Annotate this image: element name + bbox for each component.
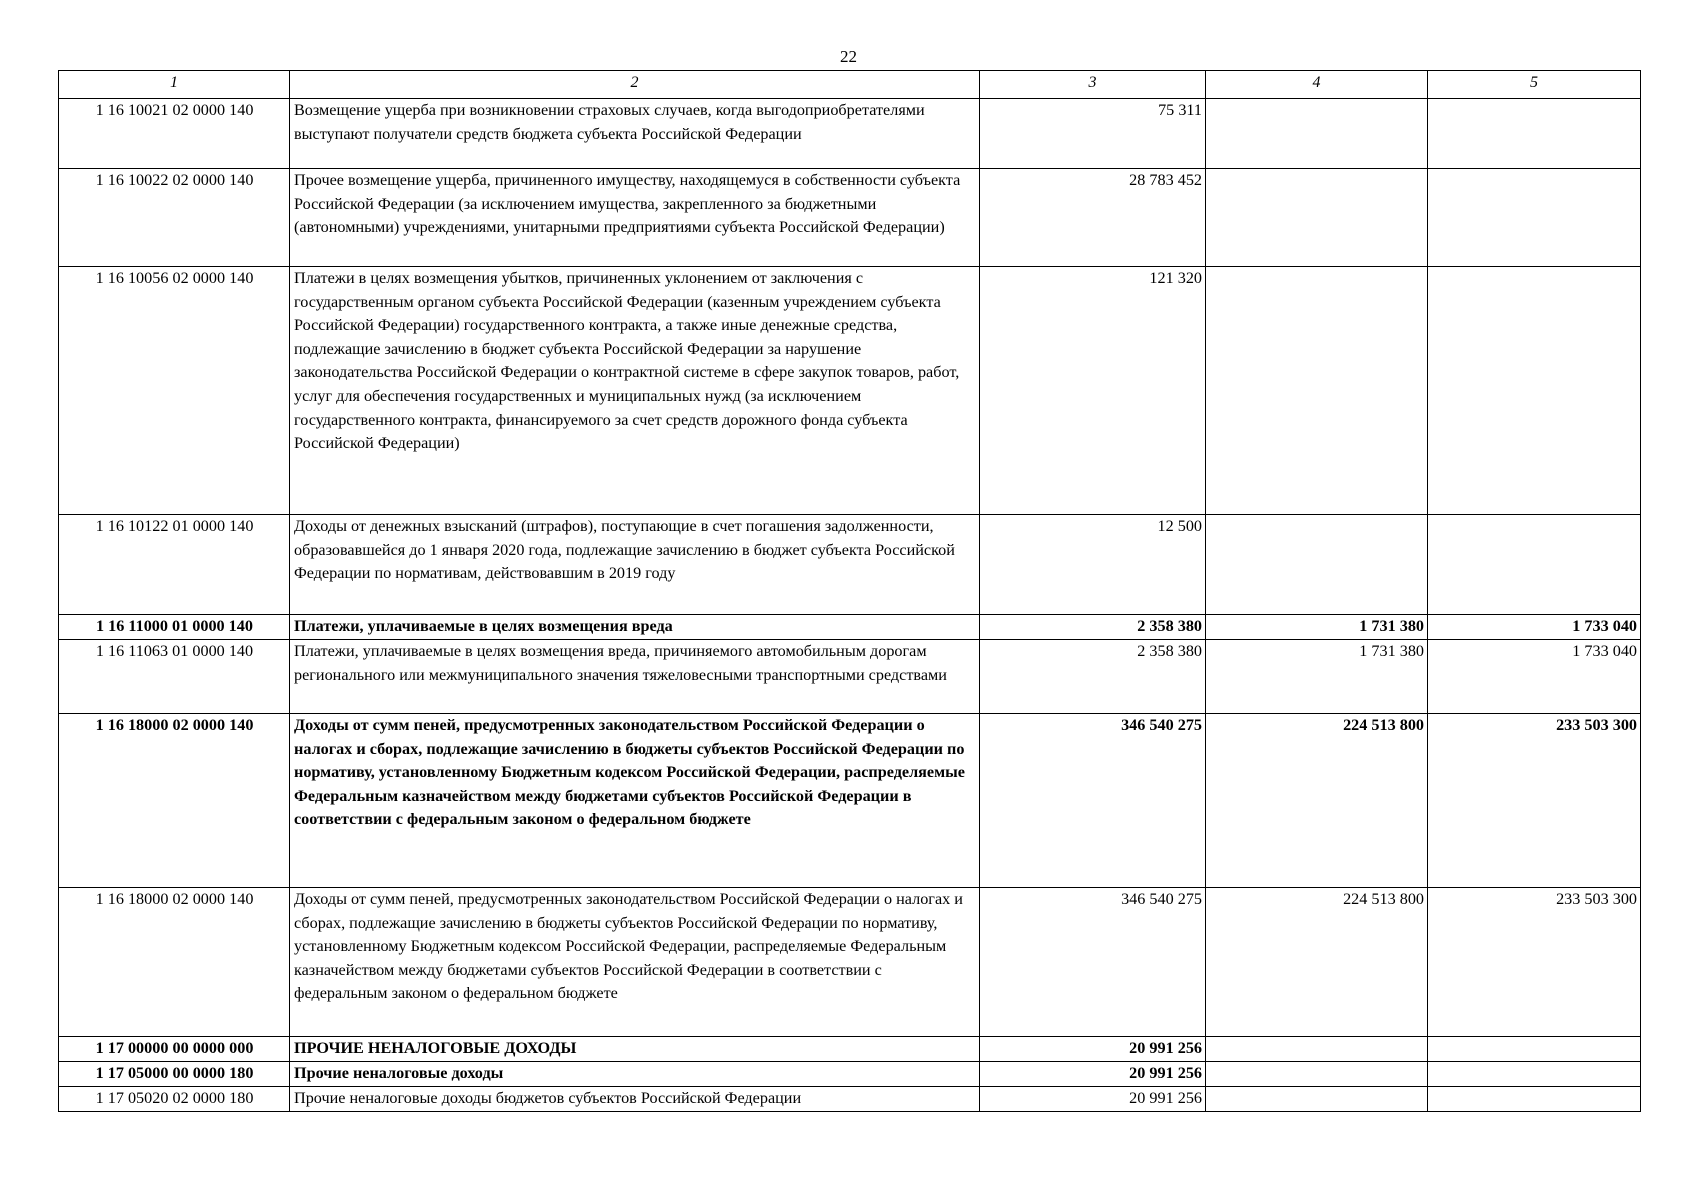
row-value-5 — [1428, 267, 1641, 515]
row-value-5 — [1428, 99, 1641, 169]
column-header-1: 1 — [59, 71, 290, 99]
row-value-5 — [1428, 1087, 1641, 1112]
row-value-4 — [1206, 1062, 1428, 1087]
column-header-4: 4 — [1206, 71, 1428, 99]
row-value-5 — [1428, 169, 1641, 267]
table-row — [59, 169, 1641, 267]
row-value-4 — [1206, 515, 1428, 615]
row-value-4: 224 513 800 — [1206, 888, 1428, 1037]
row-code: 1 16 10022 02 0000 140 — [59, 169, 290, 267]
row-value-4: 1 731 380 — [1206, 615, 1428, 640]
row-code: 1 16 18000 02 0000 140 — [59, 714, 290, 888]
page-number: 22 — [840, 47, 857, 66]
column-header-5: 5 — [1428, 71, 1641, 99]
column-header-2: 2 — [290, 71, 980, 99]
row-value-3: 2 358 380 — [980, 615, 1206, 640]
row-value-4: 1 731 380 — [1206, 640, 1428, 714]
row-value-5 — [1428, 515, 1641, 615]
row-code: 1 16 11000 01 0000 140 — [59, 615, 290, 640]
row-code: 1 17 00000 00 0000 000 — [59, 1037, 290, 1062]
budget-revenue-table — [58, 70, 1641, 1112]
table-row — [59, 1062, 1641, 1087]
row-description: Доходы от сумм пеней, предусмотренных законодательством Российской Федерации о налогах и сборах, подлежащие зачислению в бюджеты субъектов Российской Федерации по нормативу, установленному Бюджетным кодексом Российской Федерации, распределяемые Федеральным казначейством между бюджетами субъектов Российской Федерации в соответствии с федеральным законом о федеральном бюджете — [290, 714, 980, 888]
row-value-4 — [1206, 267, 1428, 515]
table-row — [59, 714, 1641, 888]
row-description: Платежи, уплачиваемые в целях возмещения вреда — [290, 615, 980, 640]
row-description: Возмещение ущерба при возникновении страховых случаев, когда выгодоприобретателями выступают получатели средств бюджета субъекта Российской Федерации — [290, 99, 980, 169]
row-code: 1 16 10122 01 0000 140 — [59, 515, 290, 615]
row-value-3: 2 358 380 — [980, 640, 1206, 714]
row-value-5 — [1428, 1037, 1641, 1062]
table-row — [59, 1087, 1641, 1112]
row-value-3: 20 991 256 — [980, 1087, 1206, 1112]
row-description: Прочие неналоговые доходы бюджетов субъектов Российской Федерации — [290, 1087, 980, 1112]
table-row — [59, 1037, 1641, 1062]
row-value-3: 12 500 — [980, 515, 1206, 615]
row-code: 1 16 10021 02 0000 140 — [59, 99, 290, 169]
row-value-3: 75 311 — [980, 99, 1206, 169]
row-code: 1 16 11063 01 0000 140 — [59, 640, 290, 714]
table-row — [59, 640, 1641, 714]
row-value-3: 28 783 452 — [980, 169, 1206, 267]
row-value-5: 233 503 300 — [1428, 714, 1641, 888]
row-value-5: 1 733 040 — [1428, 640, 1641, 714]
row-value-5: 233 503 300 — [1428, 888, 1641, 1037]
row-value-4 — [1206, 169, 1428, 267]
column-number-row — [59, 71, 1641, 99]
row-description: Прочее возмещение ущерба, причиненного имуществу, находящемуся в собственности субъекта Российской Федерации (за исключением имущества, закрепленного за бюджетными (автономными) учреждениями, унитарными предприятиями субъекта Российской Федерации) — [290, 169, 980, 267]
table-row — [59, 267, 1641, 515]
row-value-5: 1 733 040 — [1428, 615, 1641, 640]
row-value-3: 121 320 — [980, 267, 1206, 515]
row-code: 1 16 18000 02 0000 140 — [59, 888, 290, 1037]
row-value-4 — [1206, 99, 1428, 169]
row-description: ПРОЧИЕ НЕНАЛОГОВЫЕ ДОХОДЫ — [290, 1037, 980, 1062]
table-row — [59, 515, 1641, 615]
row-description: Доходы от сумм пеней, предусмотренных законодательством Российской Федерации о налогах и сборах, подлежащие зачислению в бюджеты субъектов Российской Федерации по нормативу, установленному Бюджетным кодексом Российской Федерации, распределяемые Федеральным казначейством между бюджетами субъектов Российской Федерации в соответствии с федеральным законом о федеральном бюджете — [290, 888, 980, 1037]
row-value-3: 346 540 275 — [980, 888, 1206, 1037]
row-description: Платежи, уплачиваемые в целях возмещения вреда, причиняемого автомобильным дорогам регионального или межмуниципального значения тяжеловесными транспортными средствами — [290, 640, 980, 714]
row-code: 1 17 05020 02 0000 180 — [59, 1087, 290, 1112]
table-row — [59, 615, 1641, 640]
table-row — [59, 888, 1641, 1037]
table-row — [59, 99, 1641, 169]
row-value-4 — [1206, 1037, 1428, 1062]
row-value-3: 346 540 275 — [980, 714, 1206, 888]
row-value-3: 20 991 256 — [980, 1037, 1206, 1062]
column-header-3: 3 — [980, 71, 1206, 99]
row-description: Платежи в целях возмещения убытков, причиненных уклонением от заключения с государственным органом субъекта Российской Федерации (казенным учреждением субъекта Российской Федерации) государственного контракта, а также иные денежные средства, подлежащие зачислению в бюджет субъекта Российской Федерации за нарушение законодательства Российской Федерации о контрактной системе в сфере закупок товаров, работ, услуг для обеспечения государственных и муниципальных нужд (за исключением государственного контракта, финансируемого за счет средств дорожного фонда субъекта Российской Федерации) — [290, 267, 980, 515]
row-code: 1 16 10056 02 0000 140 — [59, 267, 290, 515]
row-value-3: 20 991 256 — [980, 1062, 1206, 1087]
row-value-4 — [1206, 1087, 1428, 1112]
row-value-5 — [1428, 1062, 1641, 1087]
row-description: Доходы от денежных взысканий (штрафов), поступающие в счет погашения задолженности, образовавшейся до 1 января 2020 года, подлежащие зачислению в бюджет субъекта Российской Федерации по нормативам, действовавшим в 2019 году — [290, 515, 980, 615]
row-value-4: 224 513 800 — [1206, 714, 1428, 888]
row-description: Прочие неналоговые доходы — [290, 1062, 980, 1087]
row-code: 1 17 05000 00 0000 180 — [59, 1062, 290, 1087]
